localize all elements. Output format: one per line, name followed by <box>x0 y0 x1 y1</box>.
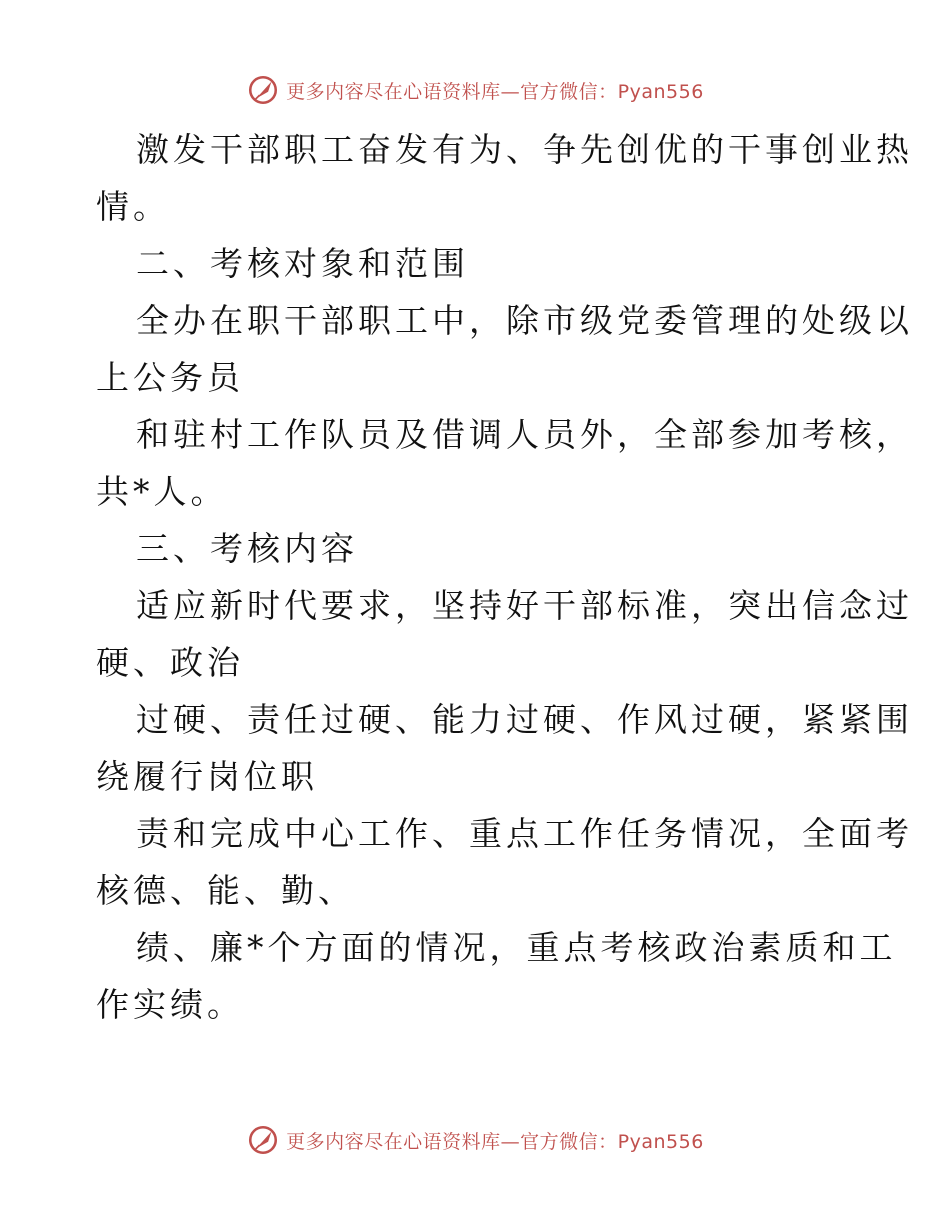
quill-logo-icon <box>246 1123 280 1157</box>
header-watermark-banner <box>0 70 950 110</box>
body-line: 共*人。 <box>96 472 228 511</box>
body-line: 全办在职干部职工中，除市级党委管理的处级以 <box>136 301 913 340</box>
body-line: 过硬、责任过硬、能力过硬、作风过硬，紧紧围 <box>136 700 913 739</box>
body-line: 绕履行岗位职 <box>96 757 318 796</box>
body-line: 激发干部职工奋发有为、争先创优的干事创业热 <box>136 130 913 169</box>
watermark-main-text: 更多内容尽在心语资料库—官方微信： <box>286 80 618 103</box>
footer-watermark <box>246 1123 704 1157</box>
footer-watermark-banner <box>0 1120 950 1160</box>
body-line: 硬、政治 <box>96 643 244 682</box>
watermark-main-text: 更多内容尽在心语资料库—官方微信： <box>286 1130 618 1153</box>
body-line: 上公务员 <box>96 358 244 397</box>
body-line: 和驻村工作队员及借调人员外，全部参加考核， <box>136 415 913 454</box>
section-heading: 三、考核内容 <box>136 529 358 568</box>
section-heading: 二、考核对象和范围 <box>136 244 469 283</box>
watermark-text <box>286 1127 704 1154</box>
watermark-wechat-id: Pyan556 <box>617 80 704 103</box>
body-line: 绩、廉*个方面的情况，重点考核政治素质和工 <box>136 928 897 967</box>
header-watermark <box>246 73 704 107</box>
quill-logo-icon <box>246 73 280 107</box>
watermark-wechat-id: Pyan556 <box>617 1130 704 1153</box>
body-line: 适应新时代要求，坚持好干部标准，突出信念过 <box>136 586 913 625</box>
body-line: 作实绩。 <box>96 985 244 1024</box>
document-body <box>96 121 913 1033</box>
watermark-text <box>286 77 704 104</box>
body-line: 情。 <box>96 187 170 226</box>
body-line: 责和完成中心工作、重点工作任务情况，全面考 <box>136 814 913 853</box>
body-line: 核德、能、勤、 <box>96 871 355 910</box>
